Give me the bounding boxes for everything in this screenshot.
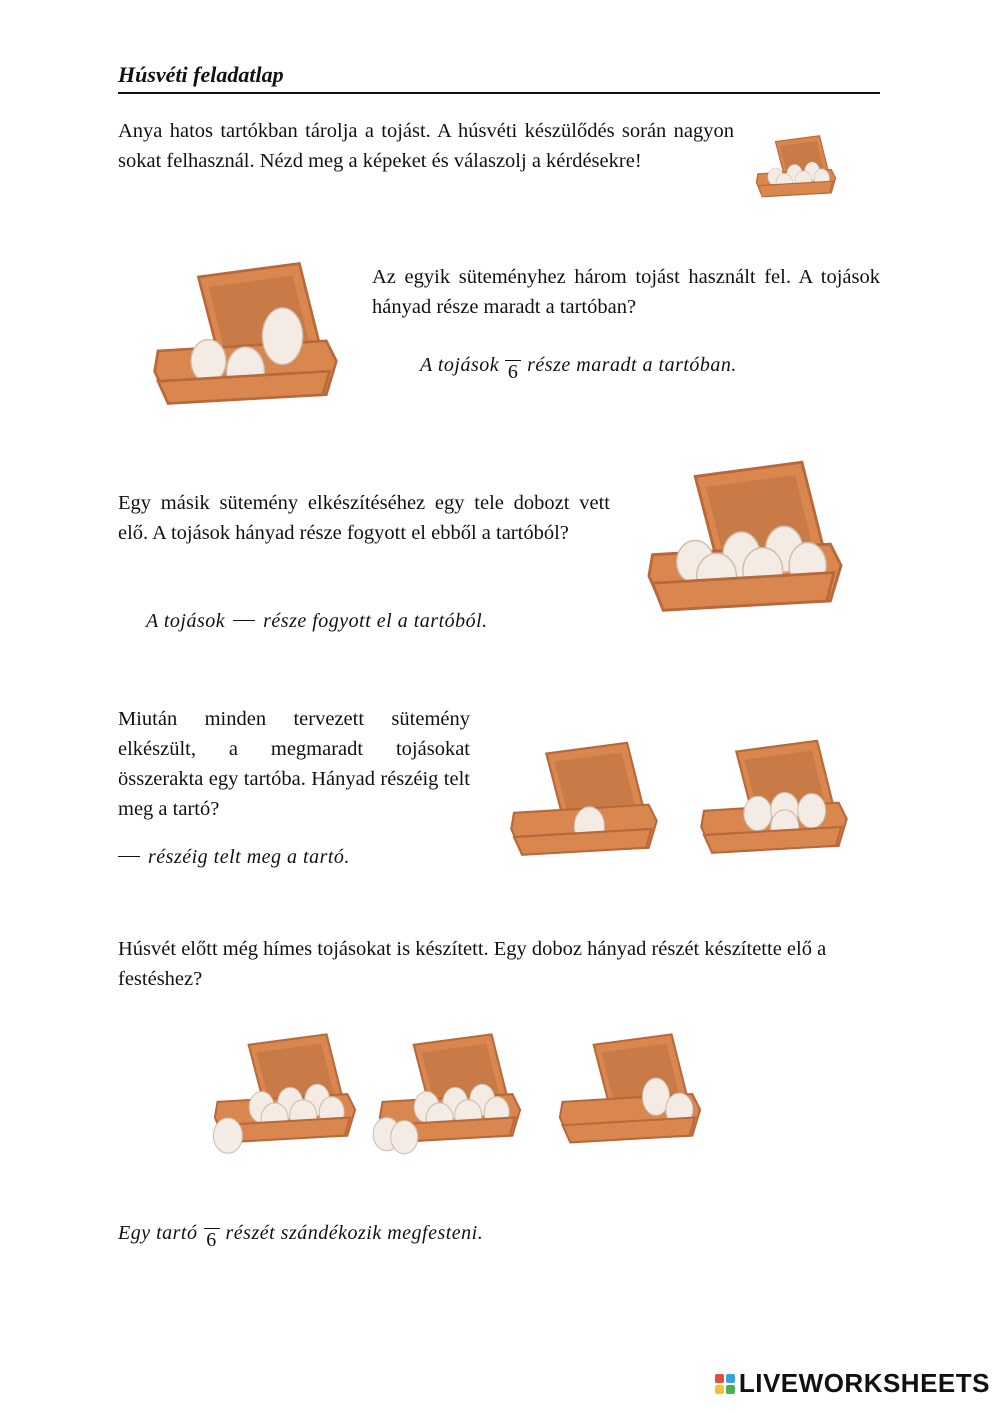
question-3-text: Miután minden tervezett sütemény elkészült, a megmaradt tojásokat összerakta egy tartóba. Hányad részéig telt meg a tartó? (118, 708, 470, 820)
worksheet-title: Húsvéti feladatlap (118, 60, 880, 94)
answer-1-fraction (505, 346, 521, 383)
egg-carton-image (550, 1024, 710, 1159)
egg-carton-image (634, 448, 856, 633)
question-2-answer (146, 610, 488, 633)
answer-4-numerator-blank[interactable] (204, 1214, 220, 1229)
question-2-text: Egy másik sütemény elkészítéséhez egy tele dobozt vett elő. A tojások hányad része fogyott el ebből a tartóból? (118, 492, 610, 544)
answer-4-prefix: Egy tartó (118, 1222, 198, 1245)
answer-1-suffix: része maradt a tartóban. (527, 354, 737, 377)
answer-3-fraction-blank[interactable] (118, 856, 140, 857)
liveworksheets-logo[interactable] (715, 1368, 990, 1399)
question-4-answer (118, 1216, 483, 1253)
answer-2-fraction-blank[interactable] (233, 620, 255, 621)
answer-2-suffix: része fogyott el a tartóból. (263, 610, 488, 632)
answer-4-suffix: részét szándékozik megfesteni. (225, 1222, 484, 1245)
egg-carton-image (370, 1024, 530, 1159)
answer-4-fraction (204, 1214, 220, 1251)
question-4-text: Húsvét előtt még hímes tojásokat is készített. Egy doboz hányad részét készítette elő a festéshez? (118, 938, 827, 990)
answer-1-prefix: A tojások (420, 354, 500, 377)
egg-carton-image (205, 1024, 365, 1159)
egg-carton-image (752, 122, 840, 214)
intro-text: Anya hatos tartókban tárolja a tojást. A húsvéti készülődés során nagyon sokat felhasznál. Nézd meg a képeket és válaszolj a kérdésekre! (118, 120, 734, 172)
liveworksheets-logo-text: LIVEWORKSHEETS (738, 1368, 990, 1398)
liveworksheets-logo-icon (715, 1374, 735, 1394)
question-3-answer (118, 846, 350, 869)
answer-1-numerator-blank[interactable] (505, 346, 521, 361)
egg-carton-image (500, 732, 668, 872)
egg-carton-image (690, 730, 858, 870)
answer-3-suffix: részéig telt meg a tartó. (148, 846, 350, 868)
question-1-answer (420, 348, 737, 385)
answer-1-denominator: 6 (507, 361, 519, 383)
answer-2-prefix: A tojások (146, 610, 226, 632)
egg-carton-image (138, 250, 353, 425)
answer-4-denominator: 6 (206, 1229, 217, 1251)
question-1-text: Az egyik süteményhez három tojást használt fel. A tojások hányad része maradt a tartóban? (372, 266, 880, 318)
intro-carton-group (756, 136, 835, 197)
